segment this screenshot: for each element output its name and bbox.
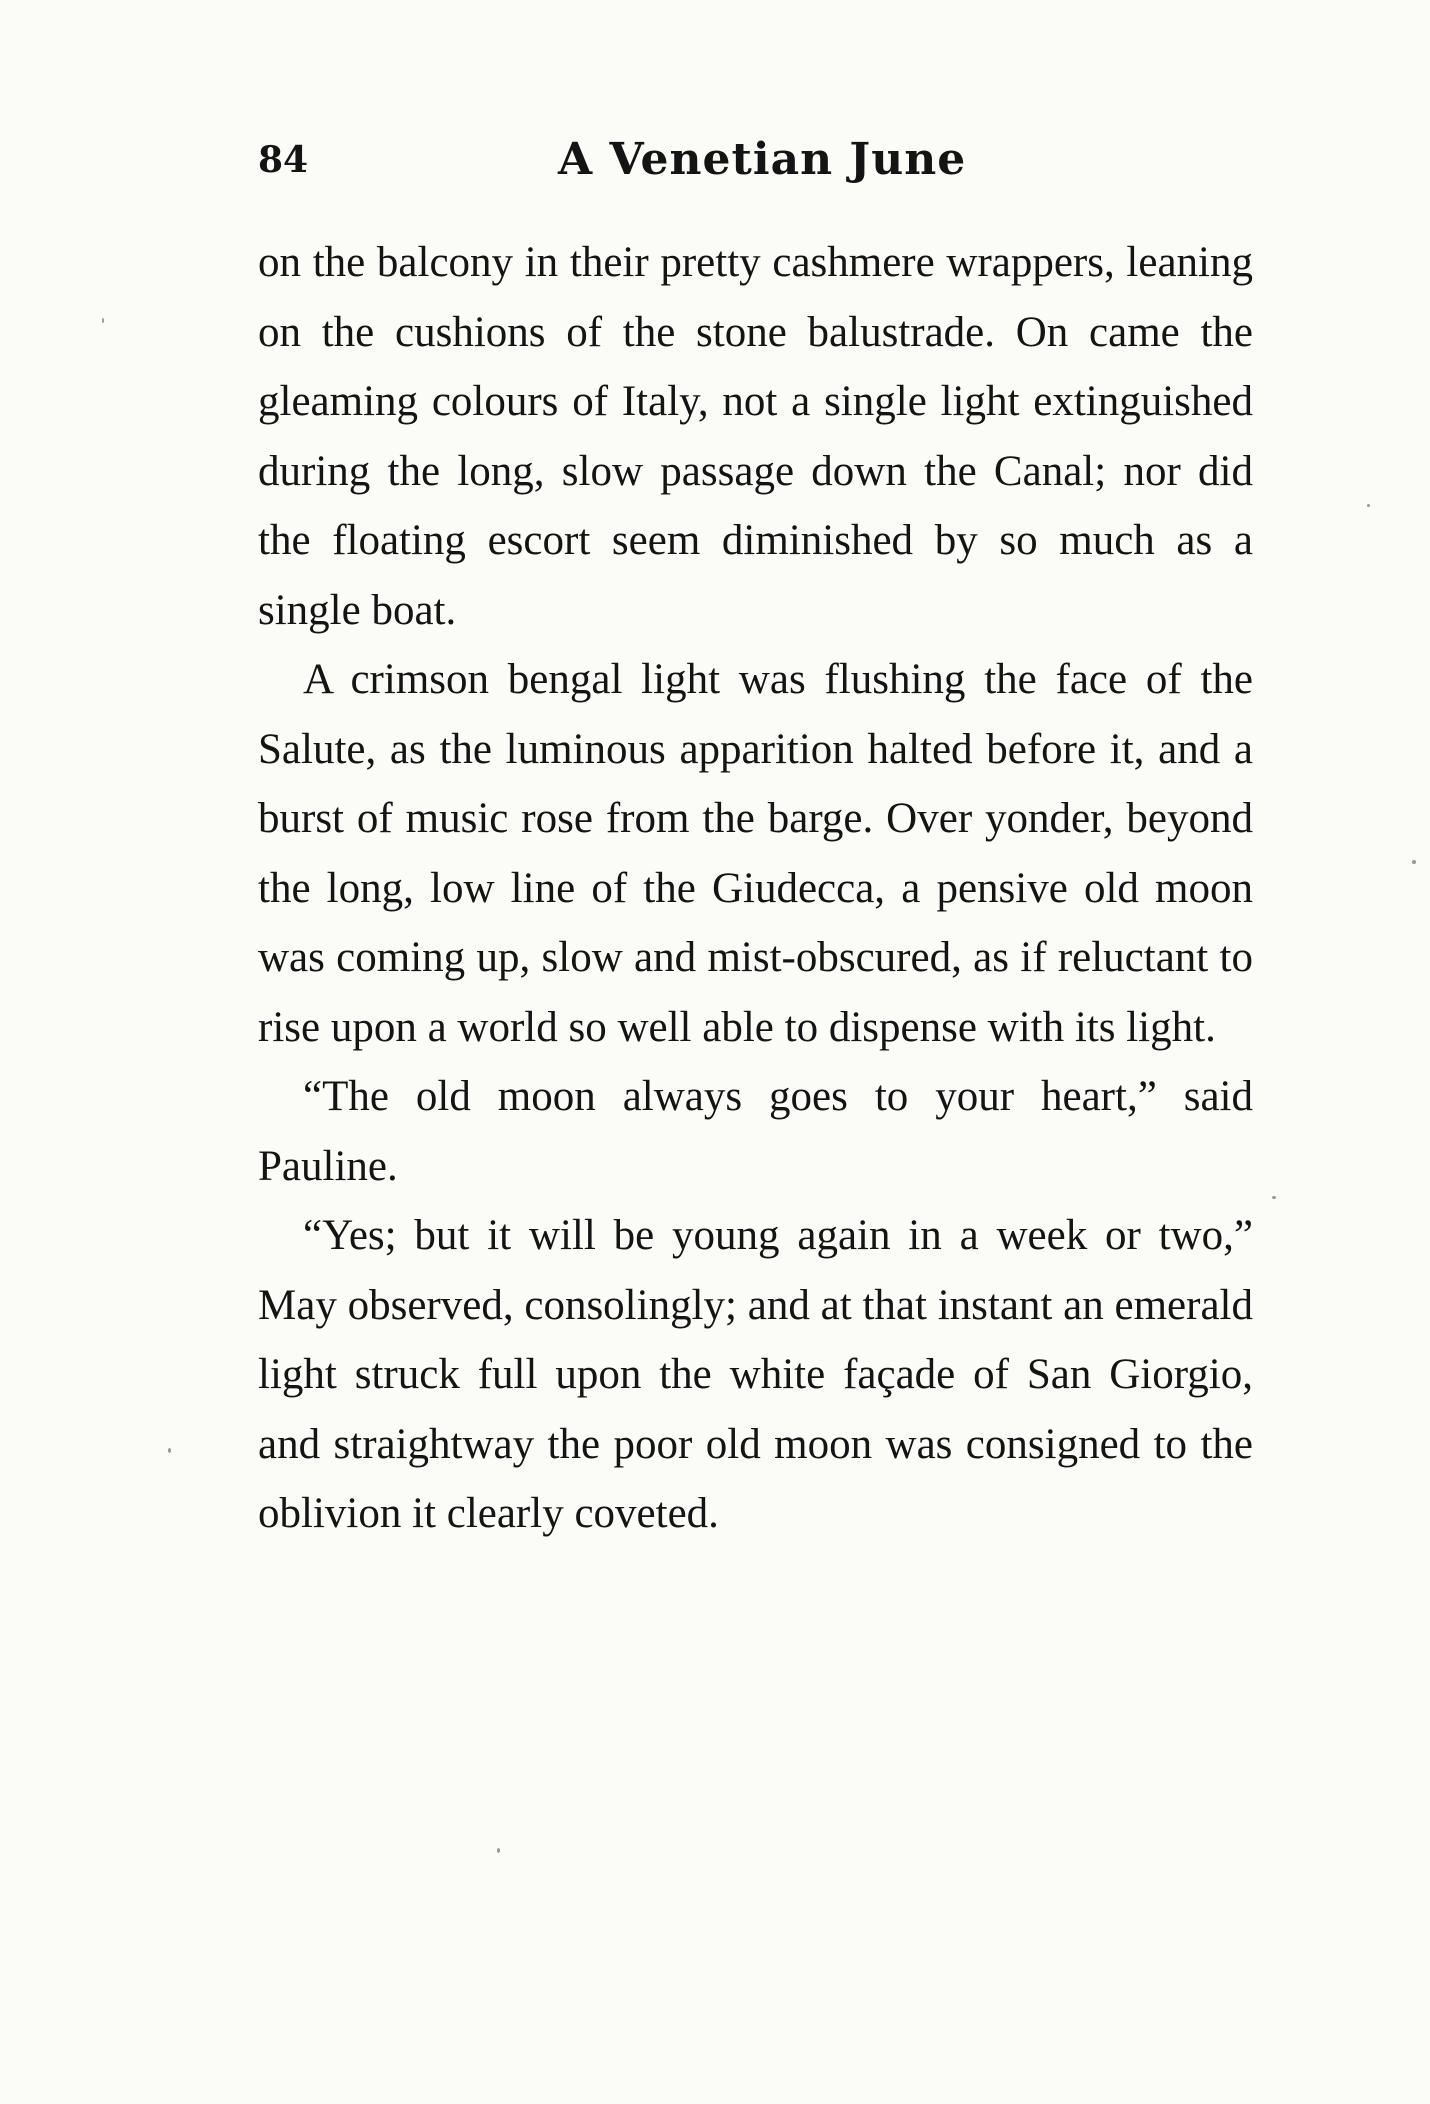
paragraph: A crimson bengal light was flushing the face of the Salute, as the luminous apparition halted before it, and a burst of music rose from the barge. Over yonder, beyond the long, low line of the Giudecca, a pensive old moon was coming up, slow and mist-obscured, as if reluctant to rise upon a world so well able to dispense with its light.	[258, 656, 1253, 1051]
paper-speck	[1412, 860, 1416, 864]
page-header	[258, 130, 1253, 190]
paper-speck	[102, 318, 104, 323]
paper-speck	[168, 1448, 171, 1453]
paragraph-continued: on the balcony in their pretty cashmere wrappers, leaning on the cushions of the stone balustrade. On came the gleaming colours of Italy, not a single light extinguished during the long, slow passage down the Canal; nor did the floating escort seem diminished by so much as a single boat.	[258, 239, 1253, 634]
paper-speck	[1272, 1196, 1276, 1199]
paragraph: “Yes; but it will be young again in a week or two,” May observed, consolingly; and at that instant an emerald light struck full upon the white façade of San Giorgio, and straightway the poor old moon was consigned to the oblivion it clearly coveted.	[258, 1212, 1253, 1537]
paragraph: “The old moon always goes to your heart,” said Pauline.	[258, 1073, 1253, 1190]
paper-speck	[497, 1848, 500, 1853]
running-title: A Venetian June	[558, 134, 967, 185]
page-number: 84	[258, 139, 309, 181]
body-text	[258, 228, 1253, 1549]
paper-speck	[1367, 504, 1370, 507]
